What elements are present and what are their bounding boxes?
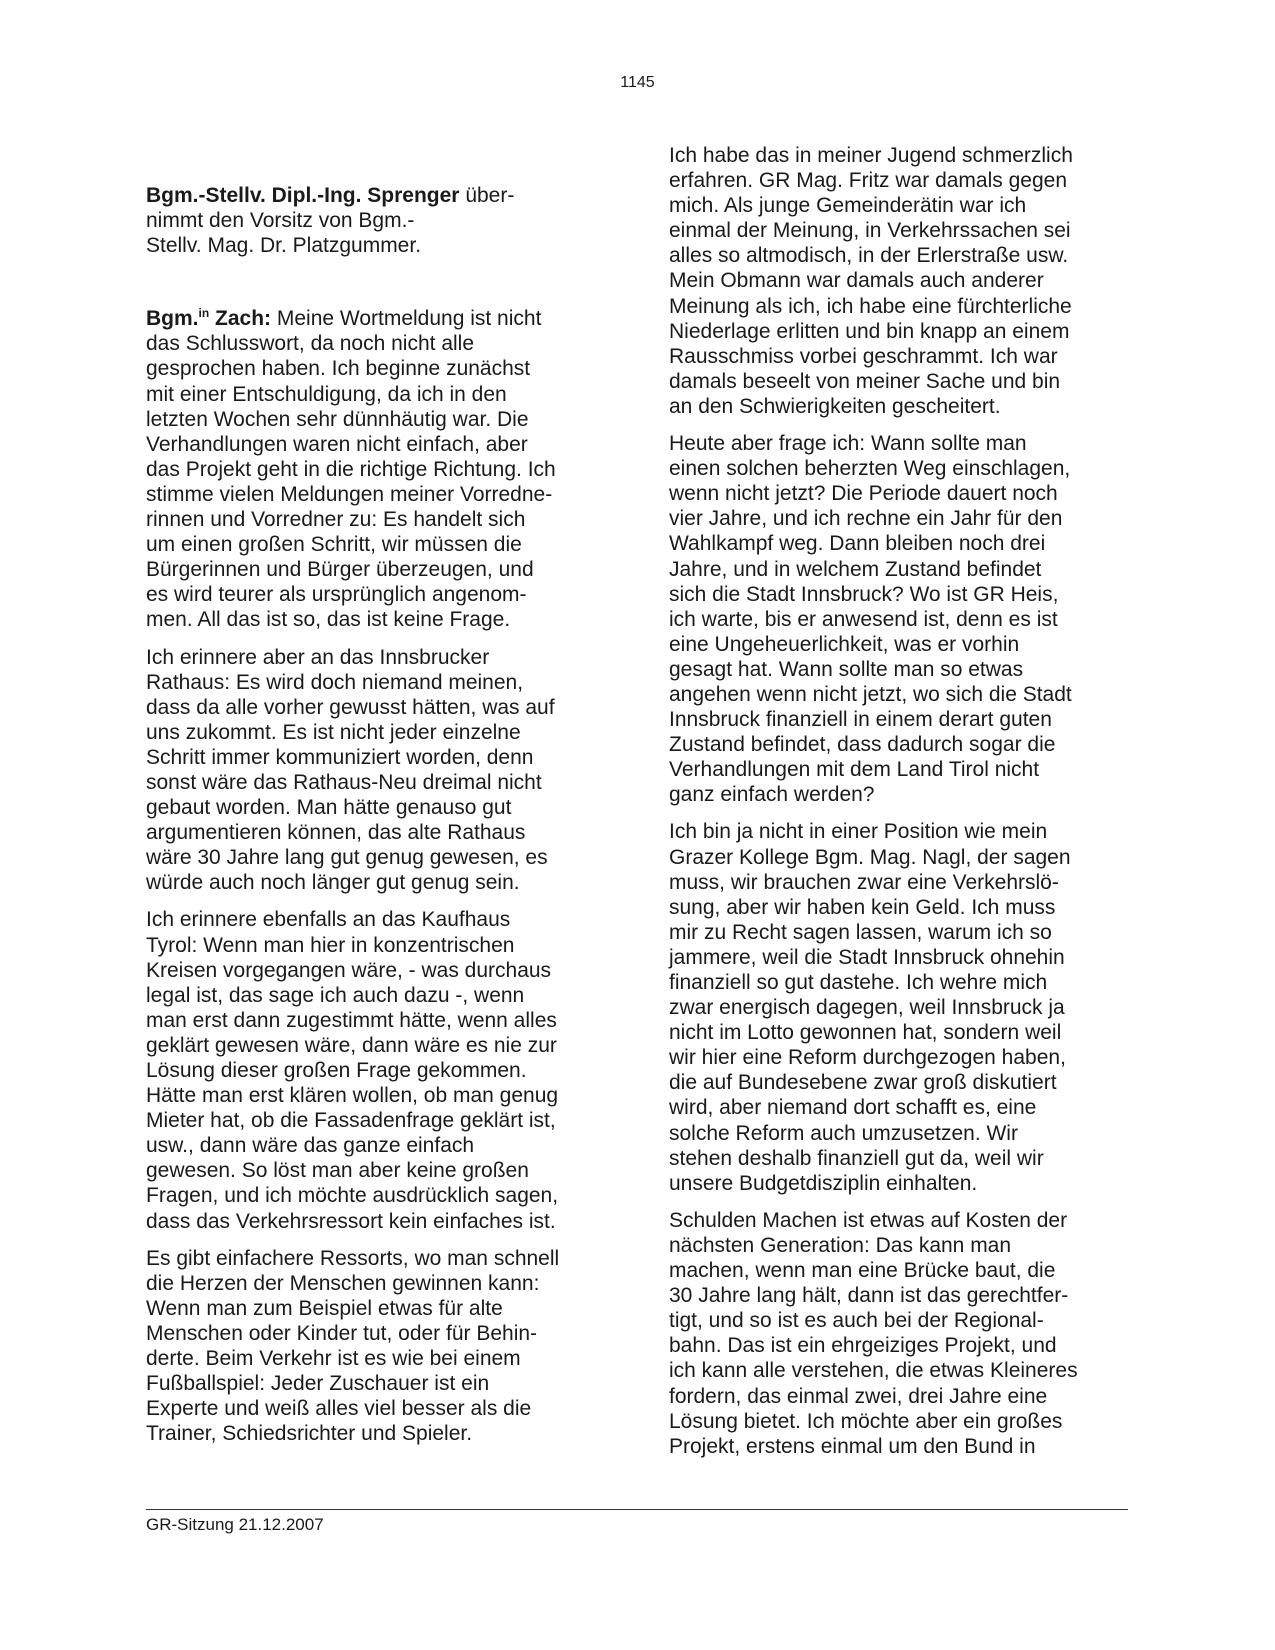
paragraph-position: Ich bin ja nicht in einer Position wie mein Grazer Kollege Bgm. Mag. Nagl, der sagen muss, wir brauchen zwar eine Verkehrslö- sung, aber wir haben kein Geld. Ich muss mir zu Recht sagen lassen, warum ich so jammere, weil die Stadt Innsbruck ohnehin finanziell so gut dastehe. Ich wehre mich zwar energisch dagegen, weil Innsbruck ja nicht im Lotto gewonnen hat, sondern weil wir hier eine Reform durchgezogen haben, die auf Bundesebene zwar groß diskutiert wird, aber niemand dort schafft es, eine solche Reform auch umzusetzen. Wir stehen deshalb finanziell gut da, weil wir unsere Budgetdisziplin einhalten.	[669, 820, 1071, 1195]
paragraph-text: über- nimmt den Vorsitz von Bgm.- Stellv. Mag. Dr. Platzgummer.	[146, 184, 515, 258]
paragraph-schulden: Schulden Machen ist etwas auf Kosten der nächsten Generation: Das kann man machen, wenn man eine Brücke baut, die 30 Jahre lang hält, dann ist das gerechtfer- tigt, und so ist es auch bei der Regional- bahn. Das ist ein ehrgeiziges Projekt, und ich kann alle verstehen, die etwas Kleineres fordern, das einmal zwei, drei Jahre eine Lösung bietet. Ich möchte aber ein großes Projekt, erstens einmal um den Bund in	[669, 1208, 1078, 1458]
left-column	[146, 183, 576, 1458]
page-number: 1145	[620, 74, 655, 91]
paragraph-text: Meine Wortmeldung ist nicht das Schlusswort, da noch nicht alle gesprochen haben. Ich beginne zunächst mit einer Entschuldigung, da ich in den letzten Wochen sehr dünnhäutig war. Die Verhandlungen waren nicht einfach, aber das Projekt geht in die richtige Richtung. Ich stimme vielen Meldungen meiner Vorredne- rinnen und Vorredner zu: Es handelt sich um einen großen Schritt, wir müssen die Bürgerinnen und Bürger überzeugen, und es wird teurer als ursprünglich angenom- men. All das ist so, das ist keine Frage.	[146, 307, 556, 632]
paragraph-heute: Heute aber frage ich: Wann sollte man einen solchen beherzten Weg einschlagen, wenn nicht jetzt? Die Periode dauert noch vier Jahre, und ich rechne ein Jahr für den Wahlkampf weg. Dann bleiben noch drei Jahre, und in welchem Zustand befindet sich die Stadt Innsbruck? Wo ist GR Heis, ich warte, bis er anwesend ist, denn es ist eine Ungeheuerlichkeit, was er vorhin gesagt hat. Wann sollte man so etwas angehen wenn nicht jetzt, wo sich die Stadt Innsbruck finanziell in einem derart guten Zustand befindet, dass dadurch sogar die Verhandlungen mit dem Land Tirol nicht ganz einfach werden?	[669, 432, 1072, 807]
right-column	[669, 143, 1099, 1471]
paragraph-zach-intro	[146, 306, 576, 632]
paragraph-chair-change	[146, 183, 576, 258]
paragraph-ressorts: Es gibt einfachere Ressorts, wo man schnell die Herzen der Menschen gewinnen kann: Wenn man zum Beispiel etwas für alte Menschen oder Kinder tut, oder für Behin- derte. Beim Verkehr ist es wie bei einem Fußballspiel: Jeder Zuschauer ist ein Experte und weiß alles viel besser als die Trainer, Schiedsrichter und Spieler.	[146, 1246, 560, 1446]
speaker-name: Bgm.-Stellv. Dipl.-Ing. Sprenger	[146, 184, 460, 207]
paragraph-kaufhaus: Ich erinnere ebenfalls an das Kaufhaus Tyrol: Wenn man hier in konzentrischen Kreisen vorgegangen wäre, - was durchaus legal ist, das sage ich auch dazu -, wenn man erst dann zugestimmt hätte, wenn alles geklärt gewesen wäre, dann wäre es nie zur Lösung dieser großen Frage gekommen. Hätte man erst klären wollen, ob man genug Mieter hat, ob die Fassadenfrage geklärt ist, usw., dann wäre das ganze einfach gewesen. So löst man aber keine großen Fragen, und ich möchte ausdrücklich sagen, dass das Verkehrsressort kein einfaches ist.	[146, 908, 559, 1233]
paragraph-jugend: Ich habe das in meiner Jugend schmerzlich erfahren. GR Mag. Fritz war damals gegen mich. Als junge Gemeinderätin war ich einmal der Meinung, in Verkehrssachen sei alles so altmodisch, in der Erlerstraße usw. Mein Obmann war damals auch anderer Meinung als ich, ich habe eine fürchterliche Niederlage erlitten und bin knapp an einem Rausschmiss vorbei geschrammt. Ich war damals beseelt von meiner Sache und bin an den Schwierigkeiten gescheitert.	[669, 144, 1073, 418]
footer-divider	[146, 1509, 1128, 1510]
paragraph-rathaus: Ich erinnere aber an das Innsbrucker Rathaus: Es wird doch niemand meinen, dass da alle vorher gewusst hätten, was auf uns zukommt. Es ist nicht jeder einzelne Schritt immer kommuniziert worden, denn sonst wäre das Rathaus-Neu dreimal nicht gebaut worden. Man hätte genauso gut argumentieren können, das alte Rathaus wäre 30 Jahre lang gut genug gewesen, es würde auch noch länger gut genug sein.	[146, 645, 555, 895]
footer-session-date: GR-Sitzung 21.12.2007	[146, 1515, 324, 1534]
speaker-name: Bgm.$^{in}$ Zach:	[146, 306, 272, 331]
